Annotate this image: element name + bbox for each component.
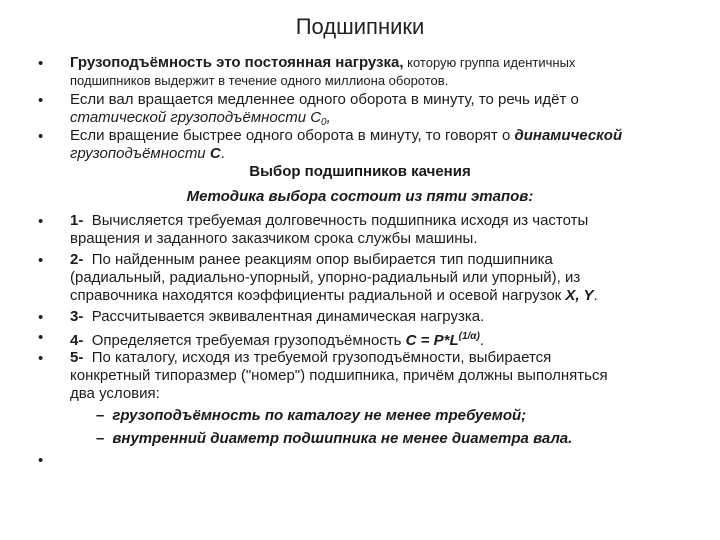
dash-icon: –: [96, 430, 105, 447]
formula: С = Р*L: [405, 332, 459, 349]
step-end: .: [479, 332, 484, 349]
step-number: 5-: [70, 349, 84, 366]
step-5: [70, 349, 700, 403]
step-2: [70, 251, 700, 305]
definition-text: которую группа идентичных: [403, 55, 576, 70]
condition-2: [96, 430, 696, 448]
step-3: [70, 308, 700, 326]
method-heading: Методика выбора состоит из пяти этапов:: [186, 188, 534, 205]
step-text: По каталогу, исходя из требуемой грузоподъёмности, выбирается: [91, 349, 552, 366]
condition-text: внутренний диаметр подшипника не менее диаметра вала.: [112, 430, 573, 447]
section-heading: Выбор подшипников качения: [249, 163, 471, 180]
dynamic-text: Если вращение быстрее одного оборота в минуту, то говорят о: [70, 127, 515, 144]
step-text-line3: справочника находятся коэффициенты радиальной и осевой нагрузок: [70, 287, 566, 304]
step-4: [70, 328, 700, 350]
static-text: Если вал вращается медленнее одного оборота в минуту, то речь идёт о: [70, 91, 579, 108]
bullet-icon: •: [38, 452, 44, 469]
bullet-icon: •: [38, 309, 44, 326]
bullet-icon: •: [38, 252, 44, 269]
step-text: По найденным ранее реакциям опор выбирается тип подшипника: [91, 251, 553, 268]
step-text-line2: конкретный типоразмер ("номер") подшипника, причём должны выполняться: [70, 367, 608, 384]
definition-text-line2: подшипников выдержит в течение одного миллиона оборотов.: [70, 73, 449, 88]
step-number: 3-: [70, 308, 84, 325]
dynamic-term: динамической: [514, 127, 623, 144]
condition-1: [96, 407, 696, 425]
step-number: 1-: [70, 212, 84, 229]
formula-exponent: (1/α): [458, 331, 480, 342]
step-number: 4-: [70, 332, 84, 349]
definition-term: Грузоподъёмность это постоянная нагрузка,: [70, 54, 404, 71]
bullet-icon: •: [38, 92, 44, 109]
bullet-icon: •: [38, 350, 44, 367]
condition-text: грузоподъёмность по каталогу не менее требуемой;: [112, 407, 527, 424]
static-paragraph: [70, 91, 700, 132]
bullet-icon: •: [38, 55, 44, 72]
definition-paragraph: [70, 54, 700, 90]
static-term: статической грузоподъёмности С: [70, 109, 322, 126]
bullet-icon: •: [38, 128, 44, 145]
step-text-line2: вращения и заданного заказчиком срока службы машины.: [70, 230, 478, 247]
step-text: Определяется требуемая грузоподъёмность: [91, 332, 406, 349]
bullet-icon: •: [38, 329, 44, 346]
step-number: 2-: [70, 251, 84, 268]
dynamic-paragraph: [70, 127, 700, 163]
static-end: ,: [326, 109, 331, 126]
page-title: Подшипники: [295, 14, 425, 39]
step-text-line2: (радиальный, радиально-упорный, упорно-радиальный или упорный), из: [70, 269, 581, 286]
step-1: [70, 212, 700, 248]
coefficient-symbols: X, Y: [565, 287, 594, 304]
step-end: .: [593, 287, 598, 304]
dash-icon: –: [96, 407, 105, 424]
step-text-line3: два условия:: [70, 385, 160, 402]
dynamic-symbol: С: [209, 145, 221, 162]
step-text: Рассчитывается эквивалентная динамическая нагрузка.: [91, 308, 485, 325]
dynamic-end: .: [220, 145, 225, 162]
static-subscript: 0: [321, 117, 327, 128]
dynamic-term-line2: грузоподъёмности: [70, 145, 210, 162]
bullet-icon: •: [38, 213, 44, 230]
step-text: Вычисляется требуемая долговечность подшипника исходя из частоты: [91, 212, 589, 229]
